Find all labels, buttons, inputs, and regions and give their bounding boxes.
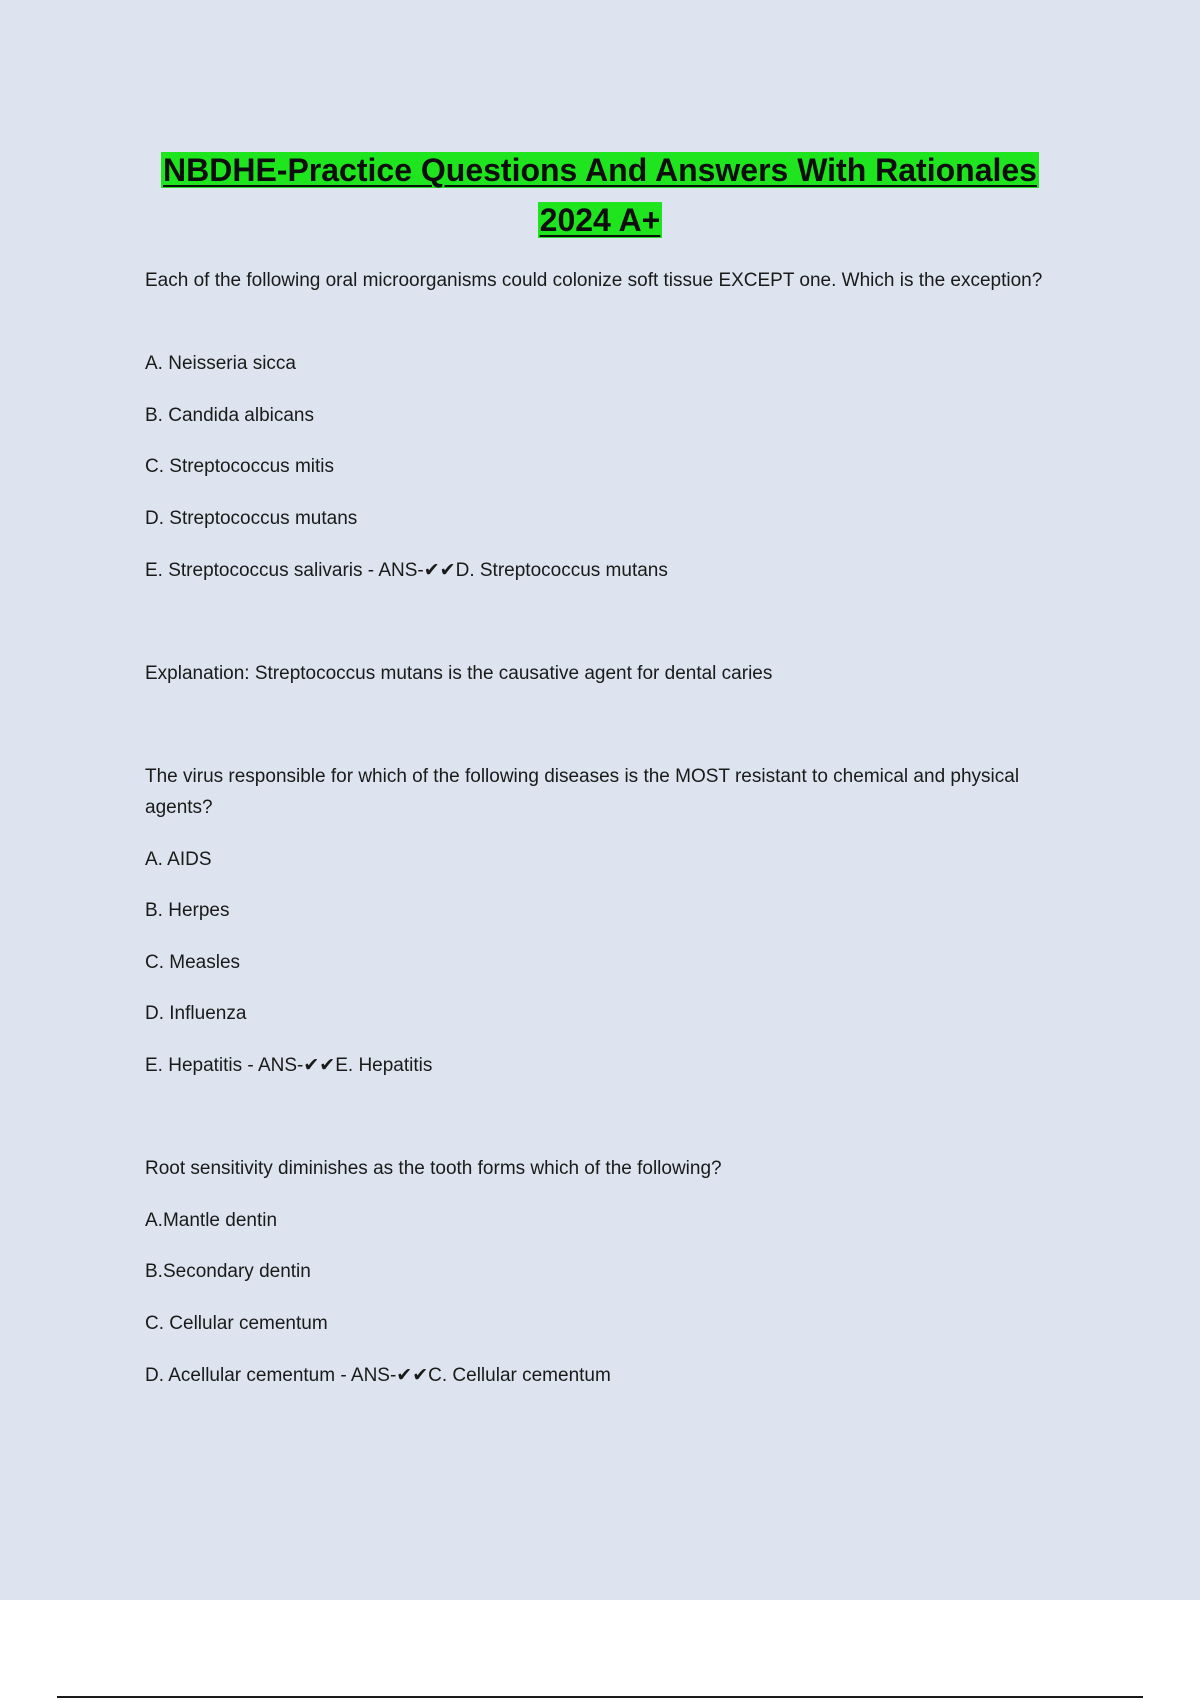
question-1-text: Each of the following oral microorganisms could colonize soft tissue EXCEPT one. Which is the exception? (145, 270, 1043, 291)
question-3-text: Root sensitivity diminishes as the tooth forms which of the following? (145, 1158, 722, 1179)
title-line-2: 2024 A+ (539, 202, 661, 238)
question-3-option-b: B.Secondary dentin (145, 1261, 311, 1282)
question-1-option-b: B. Candida albicans (145, 405, 314, 426)
question-2-option-d: D. Influenza (145, 1003, 247, 1024)
question-2-option-b: B. Herpes (145, 900, 230, 921)
document-title (0, 145, 1200, 245)
question-2-text: The virus responsible for which of the following diseases is the MOST resistant to chemical and physical agents? (145, 766, 1025, 818)
question-1-option-a: A. Neisseria sicca (145, 353, 296, 374)
question-1-option-c: C. Streptococcus mitis (145, 456, 334, 477)
question-2-option-a: A. AIDS (145, 849, 212, 870)
question-1-option-e-answer: E. Streptococcus salivaris - ANS-✔✔D. Streptococcus mutans (145, 560, 668, 581)
question-3-option-a: A.Mantle dentin (145, 1210, 278, 1231)
question-3-option-c: C. Cellular cementum (145, 1313, 328, 1334)
title-line-1: NBDHE-Practice Questions And Answers With Rationales (163, 152, 1037, 188)
question-2-option-c: C. Measles (145, 952, 241, 973)
question-3-option-d-answer: D. Acellular cementum - ANS-✔✔C. Cellular cementum (145, 1365, 611, 1386)
question-2-option-e-answer: E. Hepatitis - ANS-✔✔E. Hepatitis (145, 1055, 433, 1076)
question-1-option-d: D. Streptococcus mutans (145, 508, 358, 529)
footer-divider (57, 1696, 1143, 1698)
question-1-explanation: Explanation: Streptococcus mutans is the causative agent for dental caries (145, 663, 773, 684)
